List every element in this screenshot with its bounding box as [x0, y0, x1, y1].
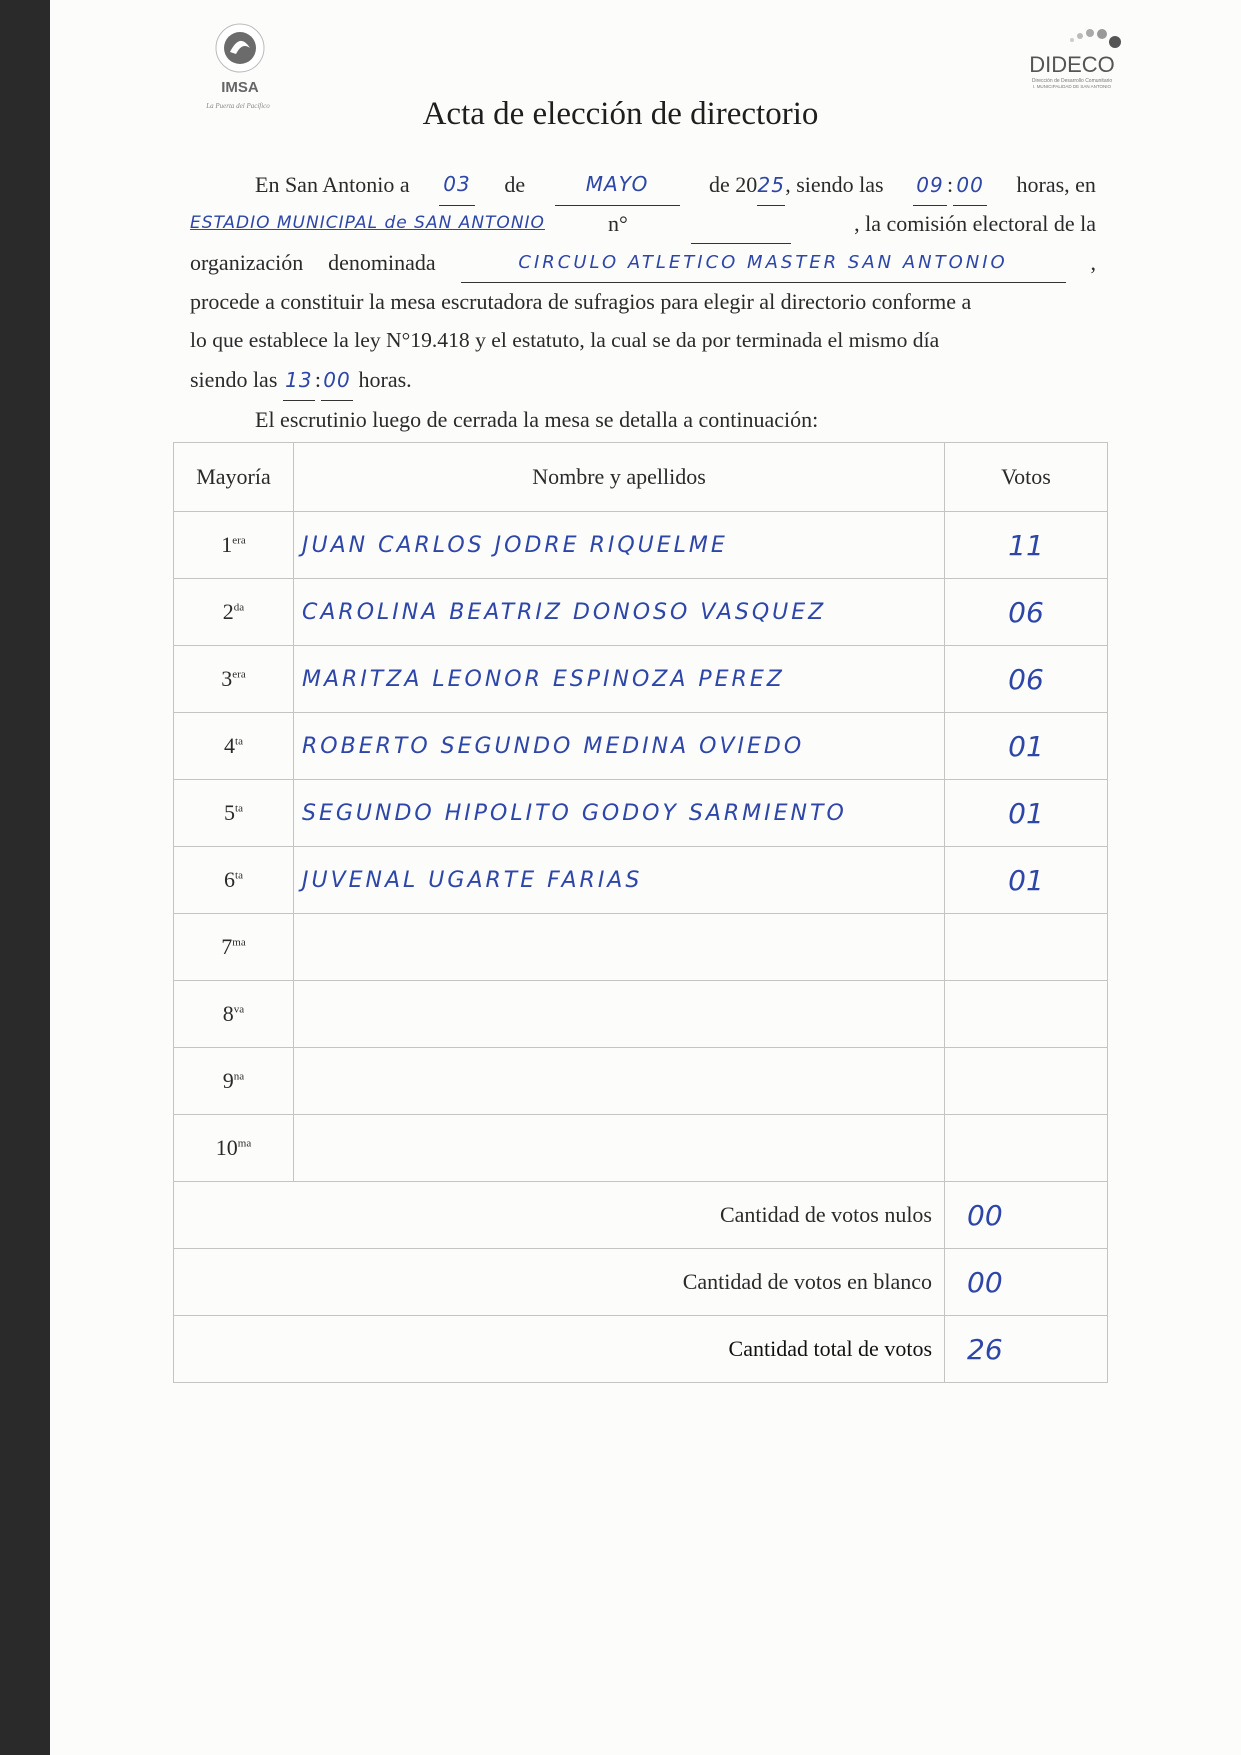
candidate-name: MARITZA LEONOR ESPINOZA PEREZ — [294, 646, 945, 713]
candidate-name — [294, 1048, 945, 1115]
candidate-votes — [945, 1115, 1108, 1182]
header-votos: Votos — [945, 443, 1108, 512]
totals-row — [174, 1316, 1108, 1383]
month-value: MAYO — [555, 165, 680, 206]
totals-value: 00 — [945, 1182, 1108, 1249]
document-title: Acta de elección de directorio — [422, 96, 819, 132]
intro-line-6: siendo las 13 : 00 horas. — [190, 360, 1096, 401]
totals-row — [174, 1182, 1108, 1249]
candidate-name: JUVENAL UGARTE FARIAS — [294, 847, 945, 914]
totals-label: Cantidad total de votos — [174, 1316, 945, 1383]
totals-value: 26 — [945, 1316, 1108, 1383]
rank-cell: $8^{va}$ — [174, 981, 294, 1048]
table-row — [174, 847, 1108, 914]
totals-value: 00 — [945, 1249, 1108, 1316]
table-row — [174, 646, 1108, 713]
table-row — [174, 1115, 1108, 1182]
candidate-name — [294, 981, 945, 1048]
intro-line-1: En San Antonio a 03 de MAYO de 2025, siendo las 09 : 00 horas, en — [190, 165, 1096, 206]
candidate-votes — [945, 981, 1108, 1048]
table-row — [174, 981, 1108, 1048]
rank-cell: $2^{da}$ — [174, 579, 294, 646]
dideco-logo-sub2: I. MUNICIPALIDAD DE SAN ANTONIO — [1032, 84, 1112, 89]
candidate-name: ROBERTO SEGUNDO MEDINA OVIEDO — [294, 713, 945, 780]
table-row — [174, 914, 1108, 981]
imsa-logo-tagline: La Puerta del Pacífico — [206, 102, 270, 110]
rank-cell: $7^{ma}$ — [174, 914, 294, 981]
end-min-value: 00 — [321, 361, 353, 401]
rank-cell: $3^{era}$ — [174, 646, 294, 713]
candidate-name — [294, 914, 945, 981]
dideco-logo-sub1: Dirección de Desarrollo Comunitario — [1031, 78, 1113, 84]
candidate-votes: 01 — [945, 713, 1108, 780]
imsa-logo-text: IMSA — [221, 79, 259, 96]
rank-cell: $9^{na}$ — [174, 1048, 294, 1115]
intro-line-2: ESTADIO MUNICIPAL de SAN ANTONIO n° , la comisión electoral de la — [190, 204, 1096, 244]
intro-line-7: El escrutinio luego de cerrada la mesa se detalla a continuación: — [255, 407, 819, 432]
candidate-votes — [945, 1048, 1108, 1115]
intro-line-5: lo que establece la ley N°19.418 y el estatuto, la cual se da por terminada el mismo día — [190, 328, 940, 352]
rank-cell: $4^{ta}$ — [174, 713, 294, 780]
dideco-logo — [1010, 20, 1140, 100]
rank-cell: $10^{ma}$ — [174, 1115, 294, 1182]
candidate-votes: 01 — [945, 780, 1108, 847]
table-row — [174, 579, 1108, 646]
table-row — [174, 713, 1108, 780]
totals-label: Cantidad de votos nulos — [174, 1182, 945, 1249]
header-mayoria: Mayoría — [174, 443, 294, 512]
table-row — [174, 1048, 1108, 1115]
rank-cell: $5^{ta}$ — [174, 780, 294, 847]
candidate-name: SEGUNDO HIPOLITO GODOY SARMIENTO — [294, 780, 945, 847]
intro-line-4: procede a constituir la mesa escrutadora de sufragios para elegir al directorio conforme a — [190, 289, 972, 314]
place-value: ESTADIO MUNICIPAL de SAN ANTONIO — [190, 213, 545, 233]
table-header-row — [174, 443, 1108, 512]
candidate-votes — [945, 914, 1108, 981]
table-row — [174, 780, 1108, 847]
org-name-value: CIRCULO ATLETICO MASTER SAN ANTONIO — [461, 243, 1066, 283]
header-nombre: Nombre y apellidos — [294, 443, 945, 512]
start-min-value: 00 — [953, 166, 987, 206]
results-table — [173, 442, 1108, 1383]
dideco-logo-text: DIDECO — [1029, 52, 1115, 77]
candidate-name: JUAN CARLOS JODRE RIQUELME — [294, 512, 945, 579]
candidate-votes: 06 — [945, 646, 1108, 713]
rank-cell: $6^{ta}$ — [174, 847, 294, 914]
totals-label: Cantidad de votos en blanco — [174, 1249, 945, 1316]
rank-cell: $1^{era}$ — [174, 512, 294, 579]
intro-line-3: organización denominada CIRCULO ATLETICO MASTER SAN ANTONIO , — [190, 243, 1096, 283]
candidate-name — [294, 1115, 945, 1182]
start-hour-value: 09 — [913, 166, 947, 206]
candidate-votes: 11 — [945, 512, 1108, 579]
candidate-votes: 01 — [945, 847, 1108, 914]
totals-row — [174, 1249, 1108, 1316]
year-suffix-value: 25 — [757, 166, 785, 206]
day-value: 03 — [439, 165, 475, 206]
candidate-votes: 06 — [945, 579, 1108, 646]
end-hour-value: 13 — [283, 361, 315, 401]
table-row — [174, 512, 1108, 579]
candidate-name: CAROLINA BEATRIZ DONOSO VASQUEZ — [294, 579, 945, 646]
